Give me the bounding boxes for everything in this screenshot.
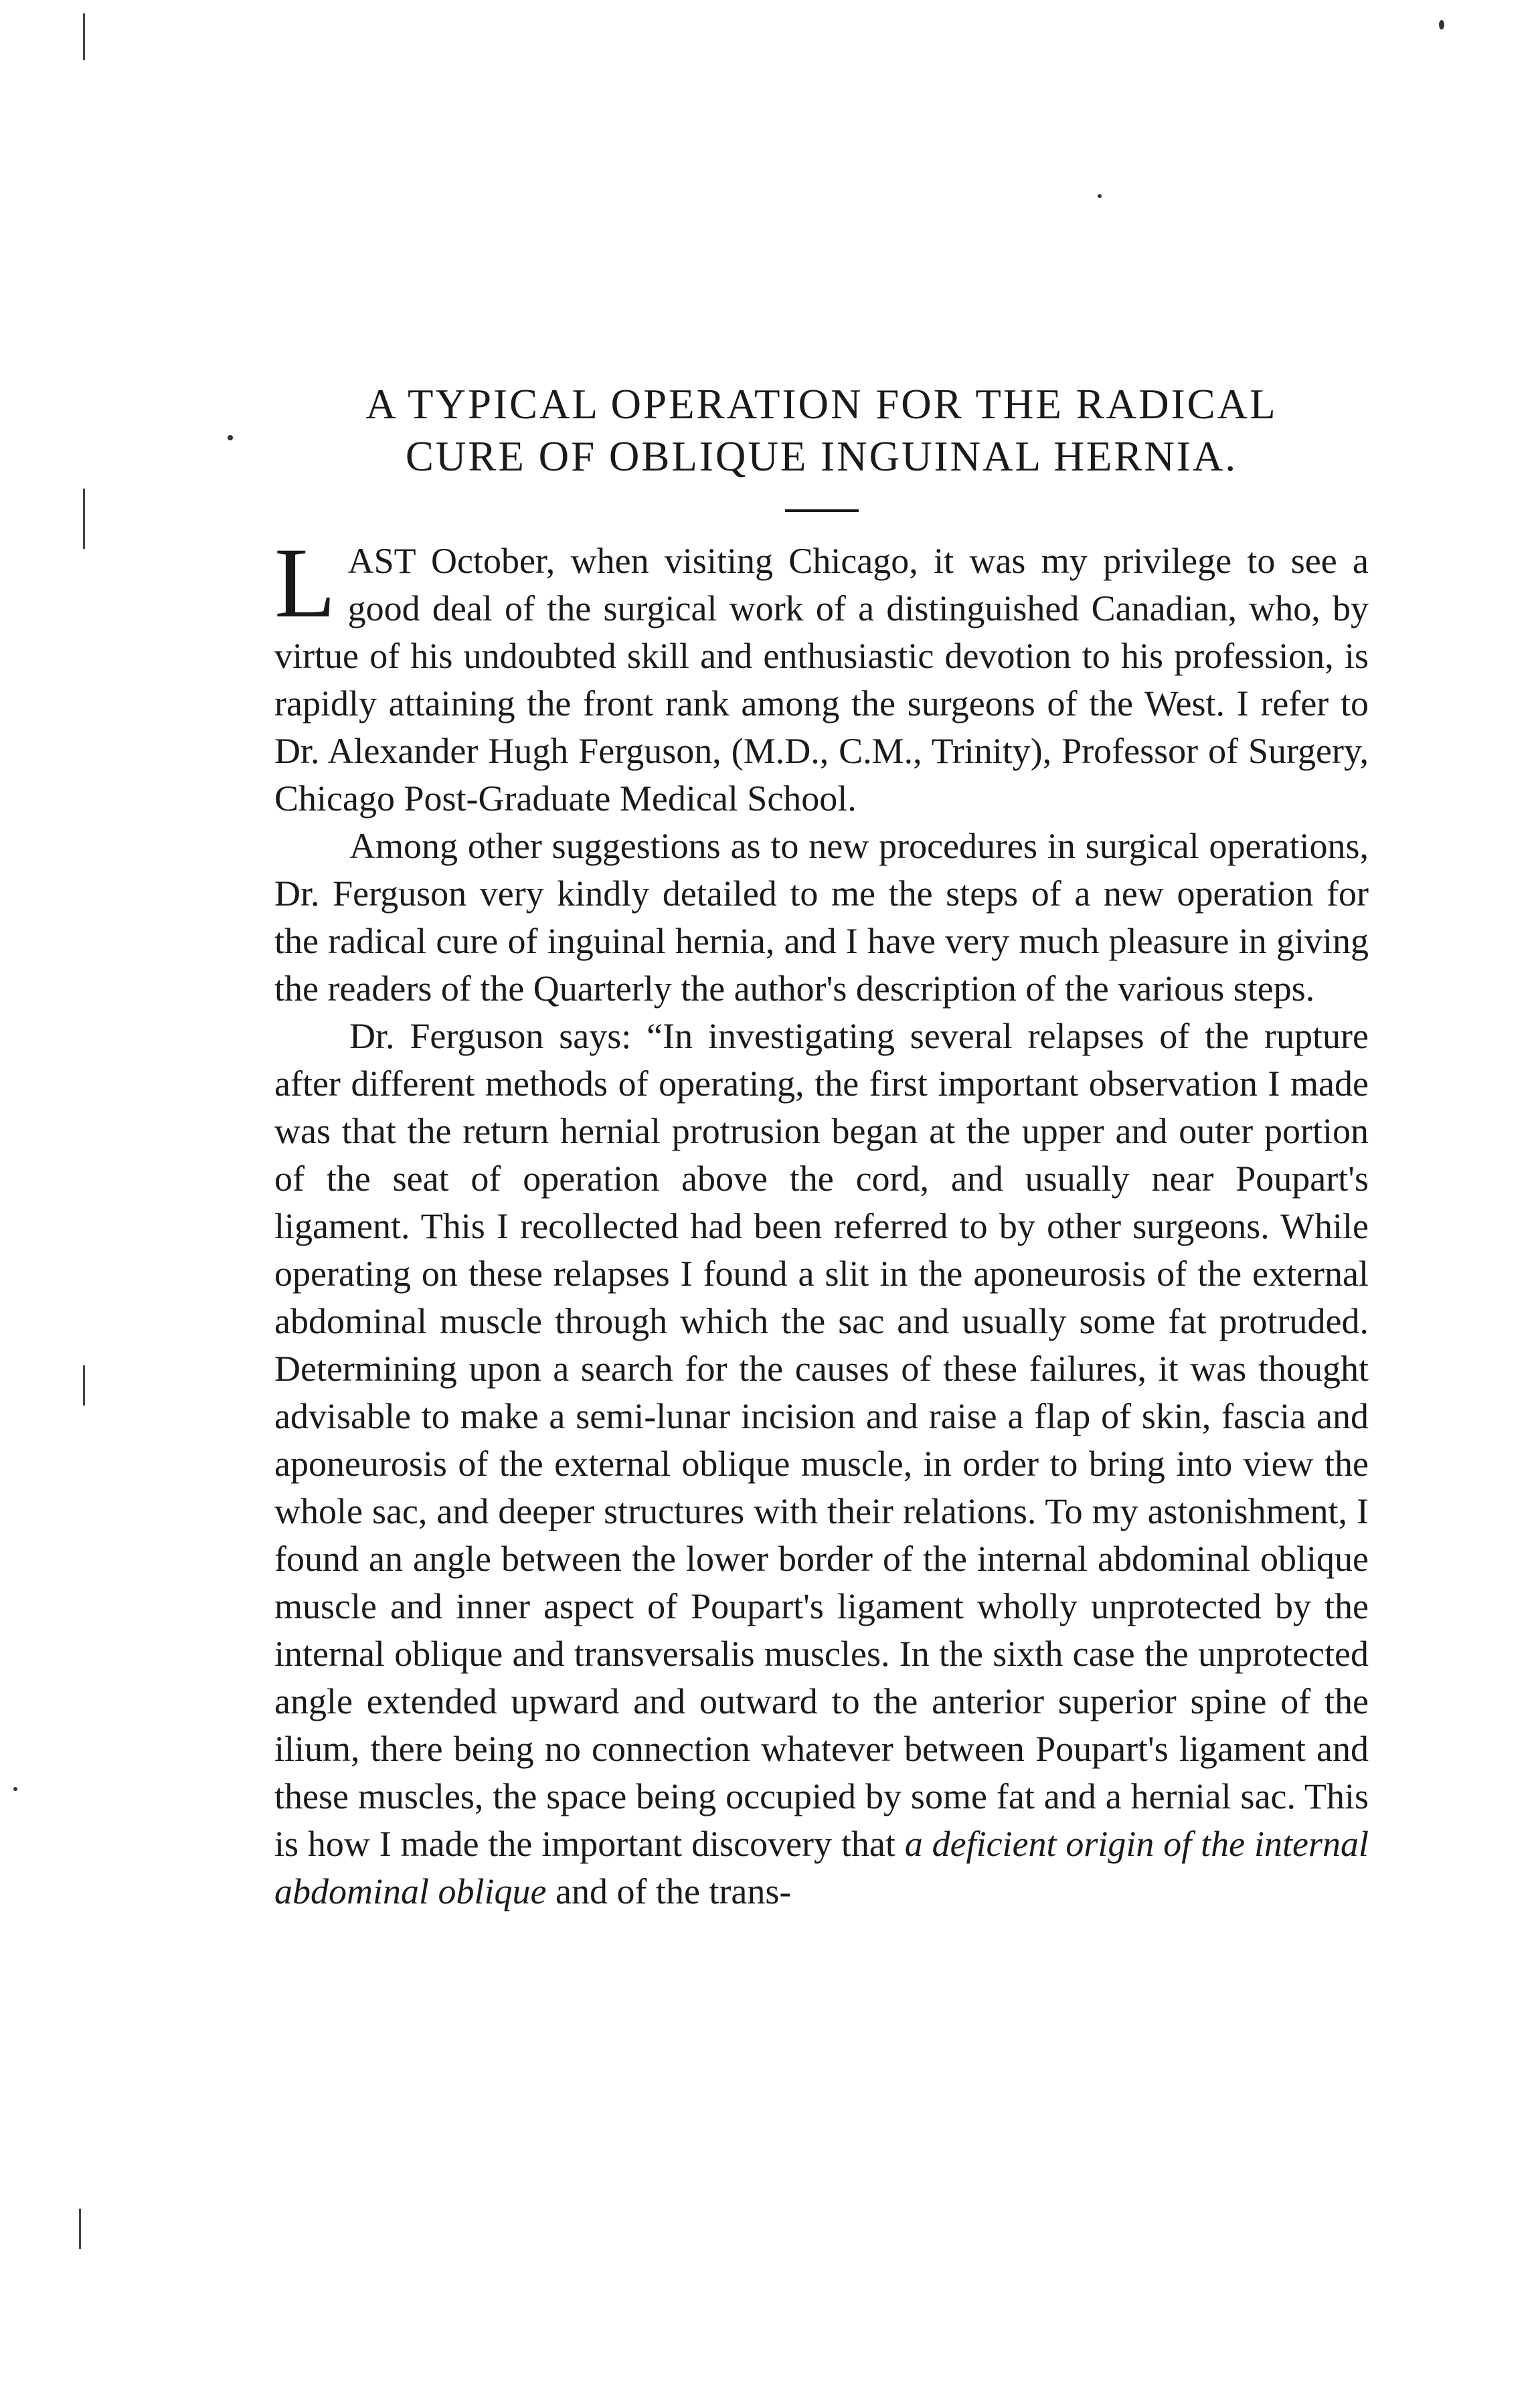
scan-speck [1439, 20, 1444, 29]
drop-cap: L [274, 527, 336, 639]
scan-speck [13, 1787, 17, 1791]
paragraph-2-text: Among other suggestions as to new procedures in surgical operations, Dr. Ferguson very kindly detailed to me the steps of a new operation for the radical cure of inguinal hernia, and I have very much pleasure in giving the readers of the Quarterly the author's description of the various steps. [274, 826, 1369, 1009]
paragraph-3-text: Dr. Ferguson says: “In investigating several relapses of the rupture after different methods of operating, the first important observation I made was that the return hernial protrusion began at the upper and outer portion of the seat of operation above the cord, and usually near Poupart's ligament. This I recollected had been referred to by other surgeons. While operating on these relapses I found a slit in the aponeurosis of the external abdominal muscle through which the sac and usually some fat protruded. Determining upon a search for the causes of these failures, it was thought advisable to make a semi-lunar incision and raise a flap of skin, fascia and aponeurosis of the external oblique muscle, in order to bring into view the whole sac, and deeper structures with their relations. To my astonishment, I found an angle between the lower border of the internal abdominal oblique muscle and inner aspect of Poupart's ligament wholly unprotected by the internal oblique and transversalis muscles. In the sixth case the unprotected angle extended upward and outward to the anterior superior spine of the ilium, there being no connection whatever between Poupart's ligament and these muscles, the space being occupied by some fat and a hernial sac. This is how I made the important discovery that [274, 1016, 1369, 1864]
article-title [274, 378, 1369, 483]
paragraph-3-emphasis: a deficient origin of the internal abdominal oblique [274, 1824, 1369, 1911]
scan-speck [1098, 194, 1102, 198]
scan-mark [83, 489, 85, 549]
paragraph-2 [274, 823, 1369, 1013]
scan-mark [83, 1365, 85, 1406]
title-line-2: CURE OF OBLIQUE INGUINAL HERNIA. [405, 433, 1238, 480]
paragraph-3 [274, 1013, 1369, 1916]
title-line-1: A TYPICAL OPERATION FOR THE RADICAL [365, 381, 1278, 428]
scan-mark [83, 13, 85, 60]
paragraph-1 [274, 527, 1369, 823]
paragraph-3-tail: and of the trans- [546, 1871, 792, 1911]
scan-speck [228, 435, 233, 440]
scan-mark [79, 2209, 81, 2249]
title-rule [785, 509, 859, 512]
paragraph-1-text: AST October, when visiting Chicago, it was my privilege to see a good deal of the surgical work of a distinguished Canadian, who, by virtue of his undoubted skill and enthusiastic devotion to his profession, is rapidly attaining the front rank among the surgeons of the West. I refer to Dr. Alexander Hugh Ferguson, (M.D., C.M., Trinity), Professor of Surgery, Chicago Post-Graduate Medical School. [274, 541, 1369, 819]
document-page [274, 378, 1369, 1916]
